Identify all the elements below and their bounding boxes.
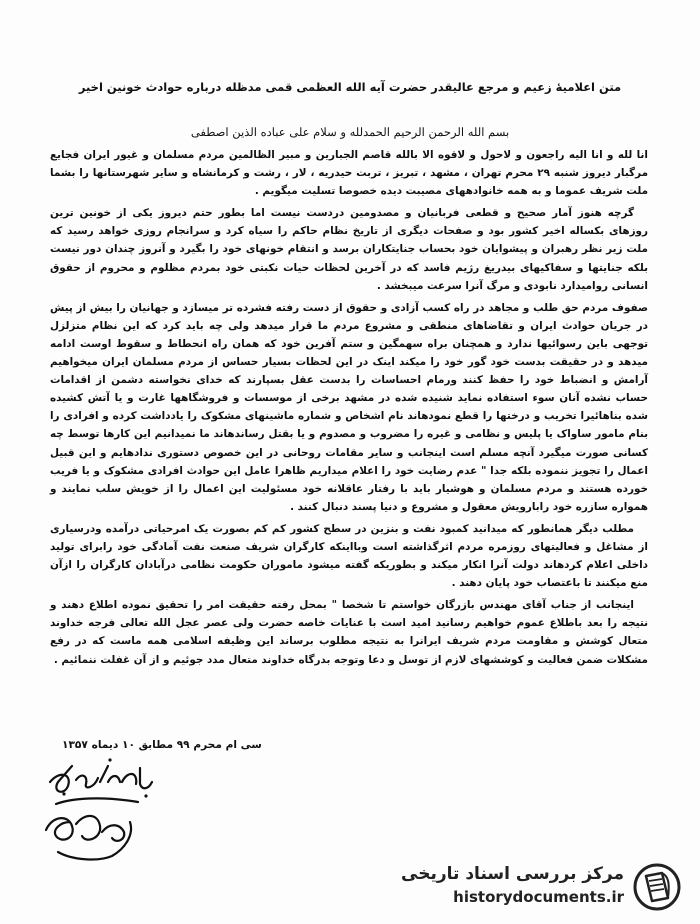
paragraph-3: صفوف مردم حق طلب و مجاهد در راه کسب آزادی و حقوق از دست رفته فشرده تر میسازد و جهانیان را بیش از پیش در جریان حوادث ایران و تقاضاهای منطقی و مشروع مردم ما قرار میدهد ولی چه باید کرد که این نظام متزلزل توجهی باین رسوائیها ندارد و همچنان براه سهمگین و ستم آفرین خود که همان راه انحطاط و سقوط اوست ادامه میدهد و در حقیقت بدست خود گور خود را میکند اینک در این لحظات بسیار حساس از مردم مسلمان ایران میخواهیم آرامش و انضباط خود را حفظ کنند ورمام احساسات را بدست عقل بسپارند که خدای نخواسته دشمن از اقدامات حساب نشده آنان سوء استفاده نماید شنیده شده در مشهد برخی از موسسات و فروشگاهها غارت و یا آتش کشیده شده بناهائیرا تخریب و درختها را قطع نمودهاند نام اشخاص و شماره ماشینهای مشکوک را یادداشت کرده و افرادی را بنام مامور ساواک یا پلیس و نظامی و غیره را مضروب و مصدوم و یا بقتل رساندهاند ما نمیدانیم این کارها توسط چه کسانی صورت میگیرد آنچه مسلم است اینجانب و سایر مقامات روحانی در این خصوص دستوری ندادهایم و این قبیل اعمال را تجویز ننموده بلکه جدا " عدم رضایت خود را اعلام میداریم ظاهرا عامل این حوادث افرادی مشکوک و یا فریب خورده هستند و مردم مسلمان و هوشیار باید با رفتار عاقلانه خود مسئولیت این اعمال را از خویش سلب نمایند و همواره سازره خود رابارویش معقول و مشروع و دنیا پسند دنبال کنند . (50, 301, 648, 513)
watermark-url: historydocuments.ir (453, 888, 624, 906)
paragraph-5: اینجانب از جناب آقای مهندس بازرگان خواستم تا شخصا " بمحل رفته حقیقت امر را تحقیق نموده اطلاع دهند و نتیجه را بعد باطلاع عموم خواهیم رسانید امید است با عنایات خاصه حضرت ولی عصر عجل الله تعالی فرجه خداوند متعال کوشش و مقاومت مردم شریف ایرانرا به نتیجه مطلوب برساند این وظیفه اسلامی همه ماست که در رفع مشکلات ضمن فعالیت و کوششهای لازم از توسل و دعا وتوجه بدرگاه خداوند متعال مدد جوئیم و از آن غفلت ننمائیم . (50, 599, 648, 666)
paragraph-1: انا لله و انا الیه راجعون و لاحول و لاقوه الا بالله قاصم الجبارین و مبیر الظالمین مردم مسلمان و غیور ایران فجایع مرگبار دیروز شنبه ۲۹ محرم تهران ، مشهد ، تبریز ، تربت حیدریه ، لار ، رشت و کرمانشاه و سایر شهرستانها را بشما ملت شریف عموما و به همه خانوادههای مصیبت دیده خصوصا تسلیت میگویم . (50, 149, 649, 198)
paragraph-4: مطلب دیگر همانطور که میدانید کمبود نفت و بنزین در سطح کشور کم کم بصورت یک امرحیاتی درآمده ودرسیاری از مشاغل و فعالیتهای روزمره مردم اثرگذاشته است وبااینکه کارگران شریف صنعت نفت آمادگی خود رابرای تولید داخلی اعلام کردهاند دولت آنرا انکار میکند و بطوریکه گفته میشود ماموران حکومت نظامی درآبادان کارگران را ازآن منع میکنند تا باعتصاب خود پایان دهند . (50, 522, 648, 590)
handwritten-signature (42, 752, 172, 867)
watermark (386, 858, 686, 916)
watermark-title: مرکز بررسی اسناد تاریخی (401, 864, 624, 884)
document-logo-icon (632, 862, 682, 912)
document-body (50, 146, 648, 673)
date-line: سی ام محرم ۹۹ مطابق ۱۰ دیماه ۱۳۵۷ (62, 739, 262, 751)
document-title: متن اعلامیهٔ زعیم و مرجع عالیقدر حضرت آیه الله العظمی قمی مدظله درباره حوادث خونین اخیر (78, 80, 622, 94)
paragraph-2: گرچه هنوز آمار صحیح و قطعی فربانیان و مصدومین دردست نیست اما بطور حتم دیروز یکی از خونین ترین روزهای بکساله اخیر کشور بود و صفحات دیگری از تاریخ نظام حاکم را سیاه کرد و سرانجام روزی خواهد رسید که ملت زیر نظر رهبران و پیشوایان خود بحساب جنایتکاران برسد و انتقام خونهای خود را بگیرد و آنروز چندان دور نیست بلکه جنایتها و سفاکیهای بیدریغ رژیم فاسد که در آخرین لحظات حیات نکبتی خود بمردم مظلوم و محروم از حقوق انسانی روامیدارد نابودی و مرگ آنرا سرعت میبخشد . (50, 207, 648, 292)
bismillah-line: بسم الله الرحمن الرحیم الحمدلله و سلام علی عباده الذین اصطفی (190, 125, 510, 139)
